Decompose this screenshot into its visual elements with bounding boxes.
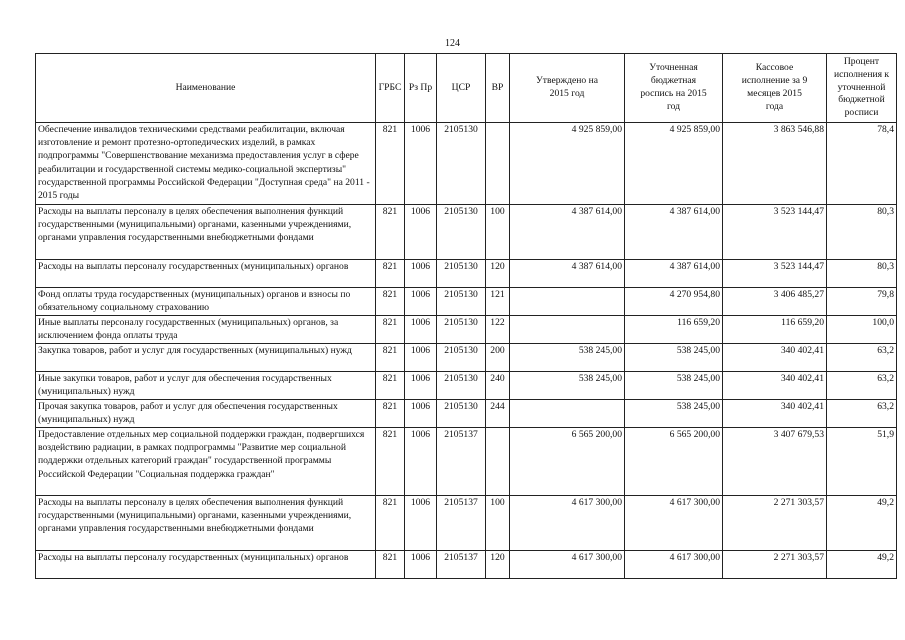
row-grbs-cell: 821 (376, 260, 405, 288)
row-percent-cell: 63,2 (827, 344, 897, 372)
row-rzpr-cell: 1006 (405, 288, 437, 316)
row-rzpr-cell: 1006 (405, 316, 437, 344)
col-header-csr: ЦСР (437, 54, 486, 123)
row-approved-cell: 538 245,00 (510, 344, 625, 372)
row-cash-cell: 340 402,41 (723, 400, 827, 428)
row-name-cell: Расходы на выплаты персоналу государственных (муниципальных) органов (36, 551, 376, 579)
row-refined-cell: 4 387 614,00 (625, 205, 723, 260)
row-name-cell: Расходы на выплаты персоналу в целях обеспечения выполнения функций государственными (муниципальными) органами, казенными учреждениями, органами управления государственными внебюджетными фондами (36, 205, 376, 260)
row-vr-cell: 240 (486, 372, 510, 400)
row-refined-cell: 4 617 300,00 (625, 496, 723, 551)
budget-table (35, 53, 897, 579)
row-vr-cell: 244 (486, 400, 510, 428)
table-row (36, 288, 897, 316)
row-percent-cell: 78,4 (827, 123, 897, 205)
row-approved-cell (510, 400, 625, 428)
table-row (36, 316, 897, 344)
row-name-cell: Расходы на выплаты персоналу государственных (муниципальных) органов (36, 260, 376, 288)
row-refined-cell: 116 659,20 (625, 316, 723, 344)
row-refined-cell: 538 245,00 (625, 372, 723, 400)
row-name-cell: Иные закупки товаров, работ и услуг для обеспечения государственных (муниципальных) нужд (36, 372, 376, 400)
col-header-rzpr: Рз Пр (405, 54, 437, 123)
row-percent-cell: 51,9 (827, 428, 897, 496)
row-csr-cell: 2105130 (437, 288, 486, 316)
row-approved-cell: 4 387 614,00 (510, 205, 625, 260)
row-csr-cell: 2105130 (437, 260, 486, 288)
table-row (36, 400, 897, 428)
row-csr-cell: 2105137 (437, 551, 486, 579)
row-cash-cell: 340 402,41 (723, 372, 827, 400)
row-percent-cell: 49,2 (827, 496, 897, 551)
row-csr-cell: 2105137 (437, 496, 486, 551)
row-rzpr-cell: 1006 (405, 260, 437, 288)
col-header-cash: Кассовое исполнение за 9 месяцев 2015 года (723, 54, 827, 123)
row-name-cell: Фонд оплаты труда государственных (муниципальных) органов и взносы по обязательному социальному страхованию (36, 288, 376, 316)
row-name-cell: Иные выплаты персоналу государственных (муниципальных) органов, за исключением фонда оплаты труда (36, 316, 376, 344)
row-percent-cell: 79,8 (827, 288, 897, 316)
row-csr-cell: 2105130 (437, 316, 486, 344)
row-approved-cell: 4 387 614,00 (510, 260, 625, 288)
row-approved-cell (510, 288, 625, 316)
row-refined-cell: 4 270 954,80 (625, 288, 723, 316)
row-cash-cell: 3 406 485,27 (723, 288, 827, 316)
row-refined-cell: 6 565 200,00 (625, 428, 723, 496)
row-approved-cell (510, 316, 625, 344)
table-row (36, 428, 897, 496)
row-percent-cell: 80,3 (827, 205, 897, 260)
row-csr-cell: 2105130 (437, 123, 486, 205)
row-name-cell: Обеспечение инвалидов техническими средствами реабилитации, включая изготовление и ремонт протезно-ортопедических изделий, в рамках подпрограммы "Совершенствование механизма предоставления услуг в сфере реабилитации и государственной системы медико-социальной экспертизы" государственной программы Российской Федерации "Доступная среда" на 2011 - 2015 годы (36, 123, 376, 205)
row-approved-cell: 538 245,00 (510, 372, 625, 400)
row-csr-cell: 2105130 (437, 372, 486, 400)
row-vr-cell: 120 (486, 551, 510, 579)
row-rzpr-cell: 1006 (405, 551, 437, 579)
header-row (36, 54, 897, 123)
row-grbs-cell: 821 (376, 288, 405, 316)
table-row (36, 205, 897, 260)
table-row (36, 372, 897, 400)
row-grbs-cell: 821 (376, 496, 405, 551)
col-header-vr: ВР (486, 54, 510, 123)
row-rzpr-cell: 1006 (405, 496, 437, 551)
row-grbs-cell: 821 (376, 123, 405, 205)
row-name-cell: Закупка товаров, работ и услуг для государственных (муниципальных) нужд (36, 344, 376, 372)
row-rzpr-cell: 1006 (405, 428, 437, 496)
row-refined-cell: 4 387 614,00 (625, 260, 723, 288)
row-grbs-cell: 821 (376, 344, 405, 372)
table-row (36, 260, 897, 288)
row-csr-cell: 2105137 (437, 428, 486, 496)
row-grbs-cell: 821 (376, 400, 405, 428)
col-header-approved: Утверждено на 2015 год (510, 54, 625, 123)
row-vr-cell: 100 (486, 205, 510, 260)
row-cash-cell: 3 863 546,88 (723, 123, 827, 205)
row-csr-cell: 2105130 (437, 205, 486, 260)
row-vr-cell: 122 (486, 316, 510, 344)
row-approved-cell: 4 925 859,00 (510, 123, 625, 205)
row-grbs-cell: 821 (376, 372, 405, 400)
col-header-name: Наименование (36, 54, 376, 123)
row-name-cell: Прочая закупка товаров, работ и услуг для обеспечения государственных (муниципальных) нужд (36, 400, 376, 428)
row-rzpr-cell: 1006 (405, 344, 437, 372)
col-header-refined: Уточненная бюджетная роспись на 2015 год (625, 54, 723, 123)
row-cash-cell: 3 407 679,53 (723, 428, 827, 496)
table-row (36, 496, 897, 551)
row-cash-cell: 2 271 303,57 (723, 551, 827, 579)
row-grbs-cell: 821 (376, 551, 405, 579)
row-percent-cell: 63,2 (827, 400, 897, 428)
row-percent-cell: 49,2 (827, 551, 897, 579)
row-refined-cell: 4 617 300,00 (625, 551, 723, 579)
row-vr-cell (486, 123, 510, 205)
row-rzpr-cell: 1006 (405, 205, 437, 260)
row-vr-cell: 100 (486, 496, 510, 551)
row-grbs-cell: 821 (376, 316, 405, 344)
table-row (36, 551, 897, 579)
page-number: 124 (445, 38, 460, 49)
row-grbs-cell: 821 (376, 428, 405, 496)
row-rzpr-cell: 1006 (405, 372, 437, 400)
row-cash-cell: 116 659,20 (723, 316, 827, 344)
row-rzpr-cell: 1006 (405, 400, 437, 428)
col-header-grbs: ГРБС (376, 54, 405, 123)
row-approved-cell: 4 617 300,00 (510, 551, 625, 579)
table-row (36, 123, 897, 205)
row-approved-cell: 6 565 200,00 (510, 428, 625, 496)
row-csr-cell: 2105130 (437, 344, 486, 372)
row-percent-cell: 100,0 (827, 316, 897, 344)
row-name-cell: Предоставление отдельных мер социальной поддержки граждан, подвергшихся воздействию радиации, в рамках подпрограммы "Развитие мер социальной поддержки отдельных категорий граждан" государственной программы Российской Федерации "Социальная поддержка граждан" (36, 428, 376, 496)
row-approved-cell: 4 617 300,00 (510, 496, 625, 551)
row-refined-cell: 538 245,00 (625, 400, 723, 428)
row-name-cell: Расходы на выплаты персоналу в целях обеспечения выполнения функций государственными (муниципальными) органами, казенными учреждениями, органами управления государственными внебюджетными фондами (36, 496, 376, 551)
row-vr-cell: 200 (486, 344, 510, 372)
row-vr-cell: 120 (486, 260, 510, 288)
row-csr-cell: 2105130 (437, 400, 486, 428)
row-grbs-cell: 821 (376, 205, 405, 260)
row-cash-cell: 340 402,41 (723, 344, 827, 372)
row-rzpr-cell: 1006 (405, 123, 437, 205)
row-cash-cell: 3 523 144,47 (723, 205, 827, 260)
row-percent-cell: 63,2 (827, 372, 897, 400)
col-header-percent: Процент исполнения к уточненной бюджетной росписи (827, 54, 897, 123)
row-vr-cell: 121 (486, 288, 510, 316)
row-cash-cell: 3 523 144,47 (723, 260, 827, 288)
table-row (36, 344, 897, 372)
row-vr-cell (486, 428, 510, 496)
row-refined-cell: 4 925 859,00 (625, 123, 723, 205)
row-cash-cell: 2 271 303,57 (723, 496, 827, 551)
row-refined-cell: 538 245,00 (625, 344, 723, 372)
row-percent-cell: 80,3 (827, 260, 897, 288)
